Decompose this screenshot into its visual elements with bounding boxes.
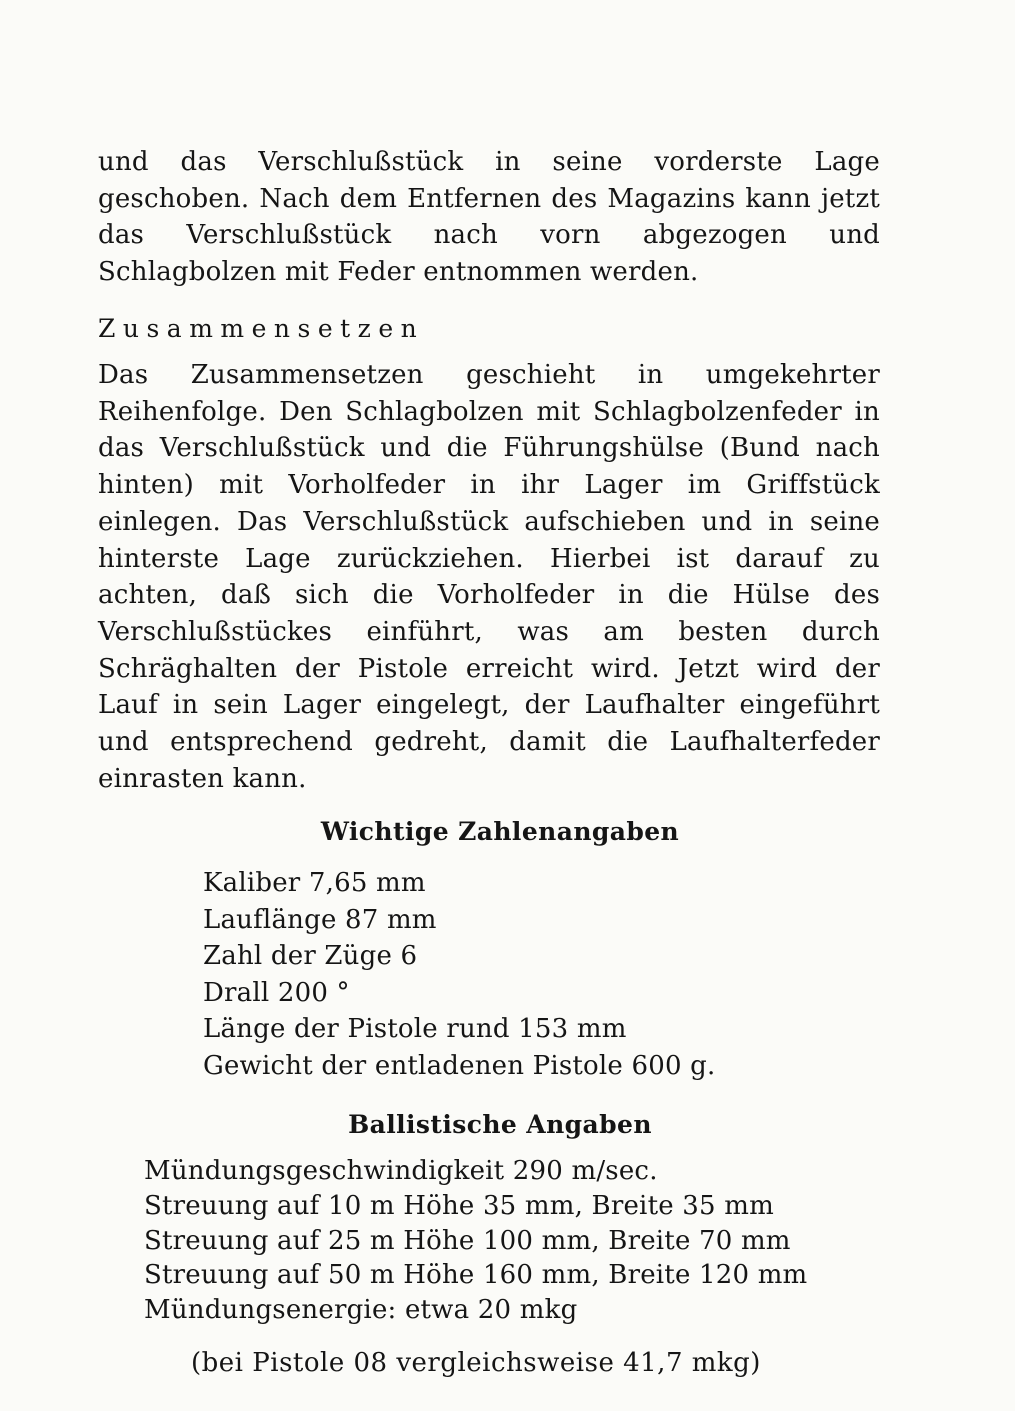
ballistic-data-item: Streuung auf 25 m Höhe 100 mm, Breite 70 mm [144,1225,791,1256]
assembly-paragraph: Das Zusammensetzen geschieht in umgekehrter Reihenfolge. Den Schlagbolzen mit Schlagbolzenfeder in das Verschlußstück und die Führungshülse (Bund nach hinten) mit Vorholfeder in ihr Lager im Griffstück einlegen. Das Verschlußstück aufschieben und in seine hinterste Lage zurückziehen. Hierbei ist darauf zu achten, daß sich die Vorholfeder in die Hülse des Verschlußstückes einführt, was am besten durch Schräghalten der Pistole erreicht wird. Jetzt wird der Lauf in sein Lager eingelegt, der Laufhalter eingeführt und entsprechend gedreht, damit die Laufhalterfeder einrasten kann. [98,360,880,794]
specification-item: Zahl der Züge 6 [203,941,418,972]
specification-list [203,865,715,1085]
ballistic-data-list [144,1154,864,1328]
specification-item: Drall 200 ° [203,977,350,1008]
ballistic-data-item: Mündungsgeschwindigkeit 290 m/sec. [144,1156,658,1186]
assembly-heading: Zusammensetzen [98,314,425,343]
ballistic-data-heading: Ballistische Angaben [348,1110,652,1139]
specification-item: Gewicht der entladenen Pistole 600 g. [203,1050,716,1081]
intro-paragraph: und das Verschlußstück in seine vorderste Lage geschoben. Nach dem Entfernen des Magazins kann jetzt das Verschlußstück nach vorn abgezogen und Schlagbolzen mit Feder entnommen werden. [98,147,880,288]
comparison-note: (bei Pistole 08 vergleichsweise 41,7 mkg) [191,1348,761,1378]
important-numbers-heading: Wichtige Zahlenangaben [320,817,680,846]
specification-item: Länge der Pistole rund 153 mm [203,1014,627,1045]
specification-item: Lauflänge 87 mm [203,904,437,935]
ballistic-data-item: Mündungsenergie: etwa 20 mkg [144,1295,578,1326]
ballistic-data-item: Streuung auf 10 m Höhe 35 mm, Breite 35 mm [144,1190,774,1221]
specification-item: Kaliber 7,65 mm [203,868,426,898]
ballistic-data-item: Streuung auf 50 m Höhe 160 mm, Breite 120 mm [144,1260,808,1291]
